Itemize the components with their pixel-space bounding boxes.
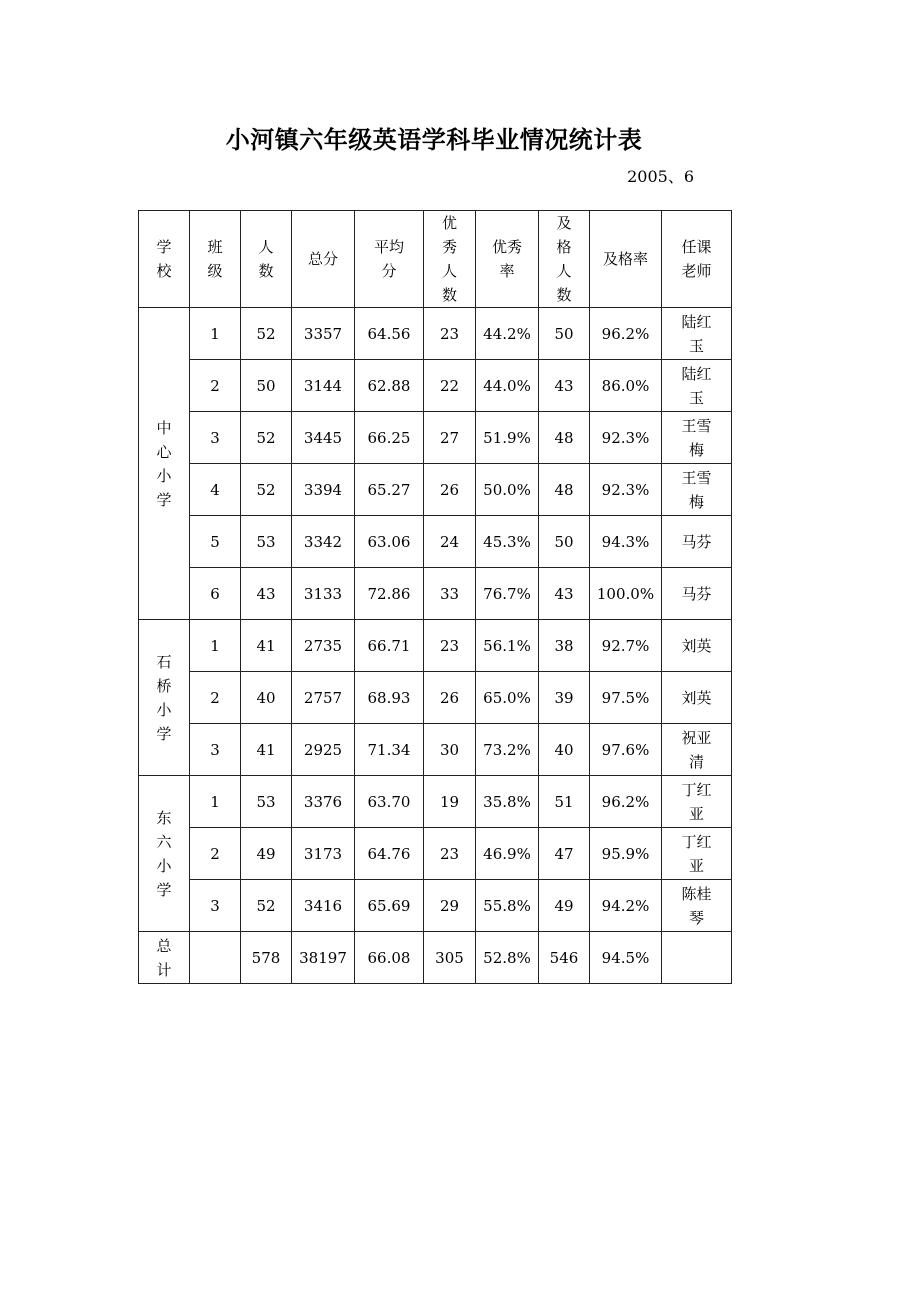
cell-pass-count: 38	[539, 620, 590, 672]
cell-excellent-rate: 44.0%	[476, 360, 539, 412]
cell-excellent-rate: 44.2%	[476, 308, 539, 360]
cell-excellent-rate: 56.1%	[476, 620, 539, 672]
cell-average: 63.06	[355, 516, 424, 568]
cell-total: 2735	[292, 620, 355, 672]
cell-excellent-count: 26	[424, 464, 476, 516]
cell-total: 2925	[292, 724, 355, 776]
cell-average: 66.71	[355, 620, 424, 672]
table-header-row	[139, 211, 732, 308]
cell-teacher: 丁红亚	[662, 828, 732, 880]
cell-total: 3144	[292, 360, 355, 412]
table-row	[139, 776, 732, 828]
header-pass-count: 及格人数	[539, 211, 590, 308]
document-date: 2005、6	[627, 167, 694, 186]
cell-total: 3376	[292, 776, 355, 828]
cell-teacher: 丁红亚	[662, 776, 732, 828]
cell-teacher: 刘英	[662, 620, 732, 672]
statistics-table	[138, 210, 732, 984]
header-pass-rate: 及格率	[590, 211, 662, 308]
cell-pass-count: 47	[539, 828, 590, 880]
cell-class: 2	[190, 828, 241, 880]
cell-excellent-rate: 55.8%	[476, 880, 539, 932]
cell-count: 52	[241, 464, 292, 516]
table-row	[139, 880, 732, 932]
cell-count: 43	[241, 568, 292, 620]
cell-total: 3445	[292, 412, 355, 464]
cell-count: 53	[241, 516, 292, 568]
cell-teacher: 王雪梅	[662, 412, 732, 464]
cell-average: 71.34	[355, 724, 424, 776]
cell-excellent-count: 23	[424, 308, 476, 360]
school-cell: 东六小学	[139, 776, 190, 932]
header-average: 平均分	[355, 211, 424, 308]
header-count: 人数	[241, 211, 292, 308]
cell-pass-count: 40	[539, 724, 590, 776]
cell-average: 72.86	[355, 568, 424, 620]
table-row	[139, 828, 732, 880]
cell-class: 5	[190, 516, 241, 568]
cell-teacher: 刘英	[662, 672, 732, 724]
cell-pass-count: 51	[539, 776, 590, 828]
cell-pass-count: 49	[539, 880, 590, 932]
cell-class: 4	[190, 464, 241, 516]
cell-average: 65.69	[355, 880, 424, 932]
cell-total: 38197	[292, 932, 355, 984]
school-cell: 中心小学	[139, 308, 190, 620]
school-cell: 石桥小学	[139, 620, 190, 776]
cell-pass-rate: 96.2%	[590, 776, 662, 828]
cell-total: 3173	[292, 828, 355, 880]
cell-excellent-count: 30	[424, 724, 476, 776]
cell-excellent-rate: 52.8%	[476, 932, 539, 984]
cell-pass-rate: 94.3%	[590, 516, 662, 568]
cell-total: 3342	[292, 516, 355, 568]
table-row	[139, 308, 732, 360]
cell-excellent-rate: 51.9%	[476, 412, 539, 464]
cell-pass-rate: 92.3%	[590, 464, 662, 516]
cell-count: 50	[241, 360, 292, 412]
cell-pass-count: 39	[539, 672, 590, 724]
cell-pass-count: 43	[539, 360, 590, 412]
cell-count: 41	[241, 620, 292, 672]
cell-class: 1	[190, 776, 241, 828]
table-row	[139, 620, 732, 672]
cell-excellent-count: 33	[424, 568, 476, 620]
header-total: 总分	[292, 211, 355, 308]
header-class: 班级	[190, 211, 241, 308]
cell-class: 3	[190, 412, 241, 464]
cell-teacher	[662, 932, 732, 984]
cell-excellent-count: 305	[424, 932, 476, 984]
cell-total: 3357	[292, 308, 355, 360]
cell-average: 66.25	[355, 412, 424, 464]
cell-total: 2757	[292, 672, 355, 724]
cell-count: 53	[241, 776, 292, 828]
cell-excellent-count: 23	[424, 620, 476, 672]
table-row	[139, 568, 732, 620]
cell-excellent-count: 27	[424, 412, 476, 464]
cell-pass-count: 48	[539, 464, 590, 516]
cell-average: 64.56	[355, 308, 424, 360]
cell-teacher: 陈桂琴	[662, 880, 732, 932]
cell-pass-rate: 97.5%	[590, 672, 662, 724]
cell-excellent-rate: 45.3%	[476, 516, 539, 568]
header-excellent-count: 优秀人数	[424, 211, 476, 308]
cell-count: 52	[241, 412, 292, 464]
cell-excellent-rate: 35.8%	[476, 776, 539, 828]
cell-teacher: 陆红玉	[662, 360, 732, 412]
table-row	[139, 724, 732, 776]
totals-row	[139, 932, 732, 984]
cell-total: 3416	[292, 880, 355, 932]
cell-average: 64.76	[355, 828, 424, 880]
cell-excellent-rate: 73.2%	[476, 724, 539, 776]
page-title: 小河镇六年级英语学科毕业情况统计表	[225, 125, 643, 154]
cell-excellent-rate: 46.9%	[476, 828, 539, 880]
table-row	[139, 516, 732, 568]
cell-excellent-count: 23	[424, 828, 476, 880]
cell-pass-count: 546	[539, 932, 590, 984]
table-row	[139, 672, 732, 724]
cell-excellent-count: 29	[424, 880, 476, 932]
cell-pass-rate: 97.6%	[590, 724, 662, 776]
cell-count: 41	[241, 724, 292, 776]
cell-pass-rate: 100.0%	[590, 568, 662, 620]
cell-class: 1	[190, 620, 241, 672]
cell-excellent-rate: 76.7%	[476, 568, 539, 620]
cell-total: 3394	[292, 464, 355, 516]
cell-excellent-count: 22	[424, 360, 476, 412]
header-teacher: 任课老师	[662, 211, 732, 308]
cell-average: 65.27	[355, 464, 424, 516]
cell-pass-rate: 92.7%	[590, 620, 662, 672]
cell-pass-rate: 96.2%	[590, 308, 662, 360]
cell-pass-count: 48	[539, 412, 590, 464]
cell-teacher: 马芬	[662, 568, 732, 620]
cell-average: 62.88	[355, 360, 424, 412]
cell-count: 52	[241, 308, 292, 360]
cell-average: 68.93	[355, 672, 424, 724]
cell-count: 40	[241, 672, 292, 724]
cell-pass-rate: 86.0%	[590, 360, 662, 412]
cell-excellent-count: 26	[424, 672, 476, 724]
cell-excellent-rate: 65.0%	[476, 672, 539, 724]
cell-teacher: 马芬	[662, 516, 732, 568]
cell-class: 3	[190, 880, 241, 932]
cell-total: 3133	[292, 568, 355, 620]
cell-teacher: 王雪梅	[662, 464, 732, 516]
cell-pass-rate: 94.2%	[590, 880, 662, 932]
cell-class: 3	[190, 724, 241, 776]
table-row	[139, 464, 732, 516]
cell-excellent-count: 24	[424, 516, 476, 568]
cell-average: 66.08	[355, 932, 424, 984]
cell-teacher: 祝亚清	[662, 724, 732, 776]
totals-label: 总计	[139, 932, 190, 984]
header-school: 学校	[139, 211, 190, 308]
cell-pass-count: 50	[539, 516, 590, 568]
cell-teacher: 陆红玉	[662, 308, 732, 360]
cell-excellent-count: 19	[424, 776, 476, 828]
cell-pass-count: 43	[539, 568, 590, 620]
cell-class: 2	[190, 672, 241, 724]
cell-class	[190, 932, 241, 984]
cell-count: 578	[241, 932, 292, 984]
cell-count: 49	[241, 828, 292, 880]
cell-excellent-rate: 50.0%	[476, 464, 539, 516]
cell-pass-count: 50	[539, 308, 590, 360]
cell-pass-rate: 95.9%	[590, 828, 662, 880]
cell-class: 1	[190, 308, 241, 360]
cell-class: 6	[190, 568, 241, 620]
cell-pass-rate: 94.5%	[590, 932, 662, 984]
cell-count: 52	[241, 880, 292, 932]
header-excellent-rate: 优秀率	[476, 211, 539, 308]
cell-class: 2	[190, 360, 241, 412]
table-row	[139, 360, 732, 412]
table-row	[139, 412, 732, 464]
cell-average: 63.70	[355, 776, 424, 828]
cell-pass-rate: 92.3%	[590, 412, 662, 464]
